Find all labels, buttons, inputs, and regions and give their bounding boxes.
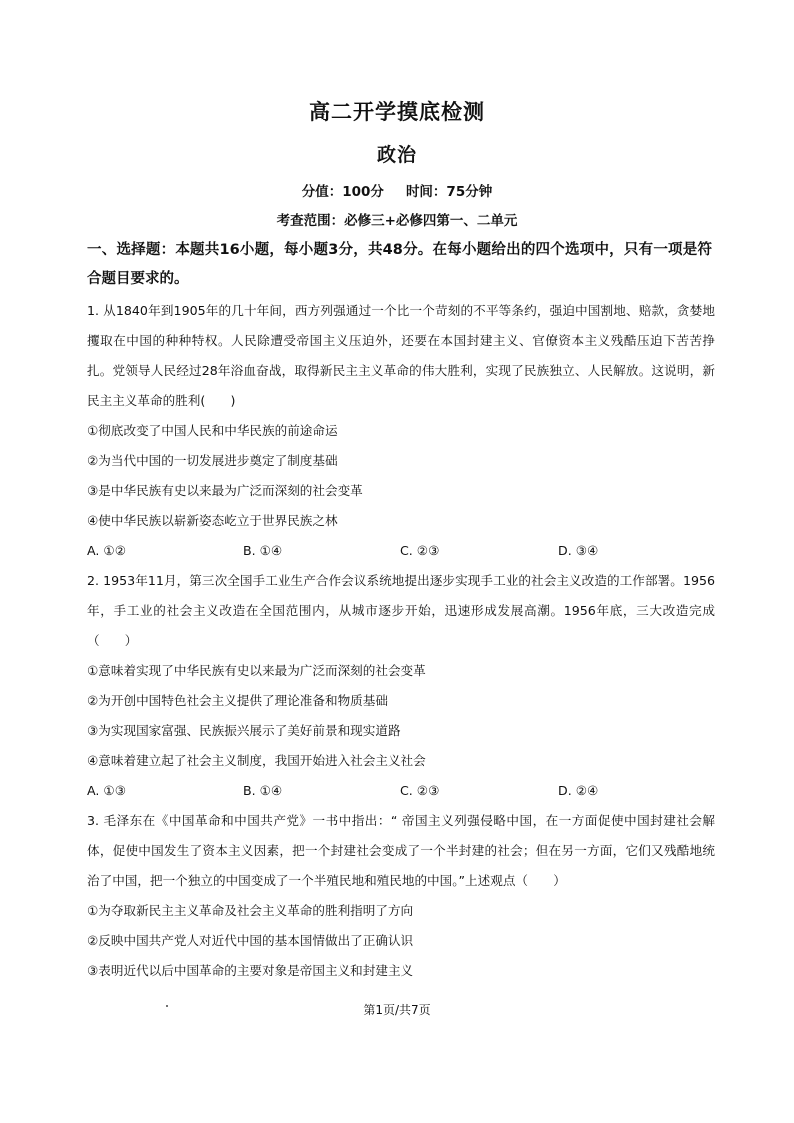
statement-option: ④意味着建立起了社会主义制度，我国开始进入社会主义社会 (87, 753, 426, 768)
score-info: 分值：100分 (301, 184, 384, 200)
choice-a: A. ①② (87, 543, 126, 558)
question-3 (87, 806, 715, 986)
question-list (87, 296, 715, 986)
statement-option: ①意味着实现了中华民族有史以来最为广泛而深刻的社会变革 (87, 663, 426, 678)
choice-b: B. ①④ (243, 783, 283, 798)
choice-d: D. ②④ (558, 783, 599, 798)
choice-a: A. ①③ (87, 783, 126, 798)
choice-c: C. ②③ (400, 783, 440, 798)
statement-option: ②为开创中国特色社会主义提供了理论准备和物质基础 (87, 693, 388, 708)
answer-choices (87, 776, 715, 806)
choice-c: C. ②③ (400, 543, 440, 558)
statement-option: ④使中华民族以崭新姿态屹立于世界民族之林 (87, 513, 338, 528)
time-info: 时间：75分钟 (405, 184, 493, 200)
statement-option: ①为夺取新民主主义革命及社会主义革命的胜利指明了方向 (87, 903, 414, 918)
question-stem: 3. 毛泽东在《中国革命和中国共产党》一书中指出：“ 帝国主义列强侵略中国，在一方面促使中国封建社会解体，促使中国发生了资本主义因素，把一个封建社会变成了一个半封建的社会；但在另一方面，它们又残酷地统治了中国，把一个独立的中国变成了一个半殖民地和殖民地的中国。”上述观点（ ） (87, 813, 715, 888)
choice-b: B. ①④ (243, 543, 283, 558)
statement-option: ②为当代中国的一切发展进步奠定了制度基础 (87, 453, 338, 468)
question-1 (87, 296, 715, 566)
question-stem: 2. 1953年11月，第三次全国手工业生产合作会议系统地提出逐步实现手工业的社会主义改造的工作部署。1956年，手工业的社会主义改造在全国范围内，从城市逐步开始，迅速形成发展高潮。1956年底，三大改造完成（ ） (87, 573, 715, 648)
section-heading: 一、选择题：本题共16小题，每小题3分，共48分。在每小题给出的四个选项中，只有一项是符合题目要求的。 (87, 242, 712, 287)
statement-option: ①彻底改变了中国人民和中华民族的前途命运 (87, 423, 338, 438)
statement-option: ②反映中国共产党人对近代中国的基本国情做出了正确认识 (87, 933, 414, 948)
question-stem: 1. 从1840年到1905年的几十年间，西方列强通过一个比一个苛刻的不平等条约，强迫中国割地、赔款，贪婪地攫取在中国的种种特权。人民除遭受帝国主义压迫外，还要在本国封建主义、官僚资本主义残酷压迫下苦苦挣扎。党领导人民经过28年浴血奋战，取得新民主主义革命的伟大胜利，实现了民族独立、人民解放。这说明，新民主主义革命的胜利( ) (87, 303, 715, 408)
exam-meta (0, 180, 794, 200)
question-2 (87, 566, 715, 806)
choice-d: D. ③④ (558, 543, 599, 558)
statement-option: ③是中华民族有史以来最为广泛而深刻的社会变革 (87, 483, 363, 498)
exam-title: 高二开学摸底检测 (309, 100, 485, 124)
page-number: 第1页/共7页 (363, 1003, 431, 1017)
statement-option: ③为实现国家富强、民族振兴展示了美好前景和现实道路 (87, 723, 401, 738)
exam-scope: 考查范围：必修三+必修四第一、二单元 (276, 213, 518, 229)
statement-option: ③表明近代以后中国革命的主要对象是帝国主义和封建主义 (87, 963, 414, 978)
answer-choices (87, 536, 715, 566)
subject-title: 政治 (376, 144, 417, 166)
